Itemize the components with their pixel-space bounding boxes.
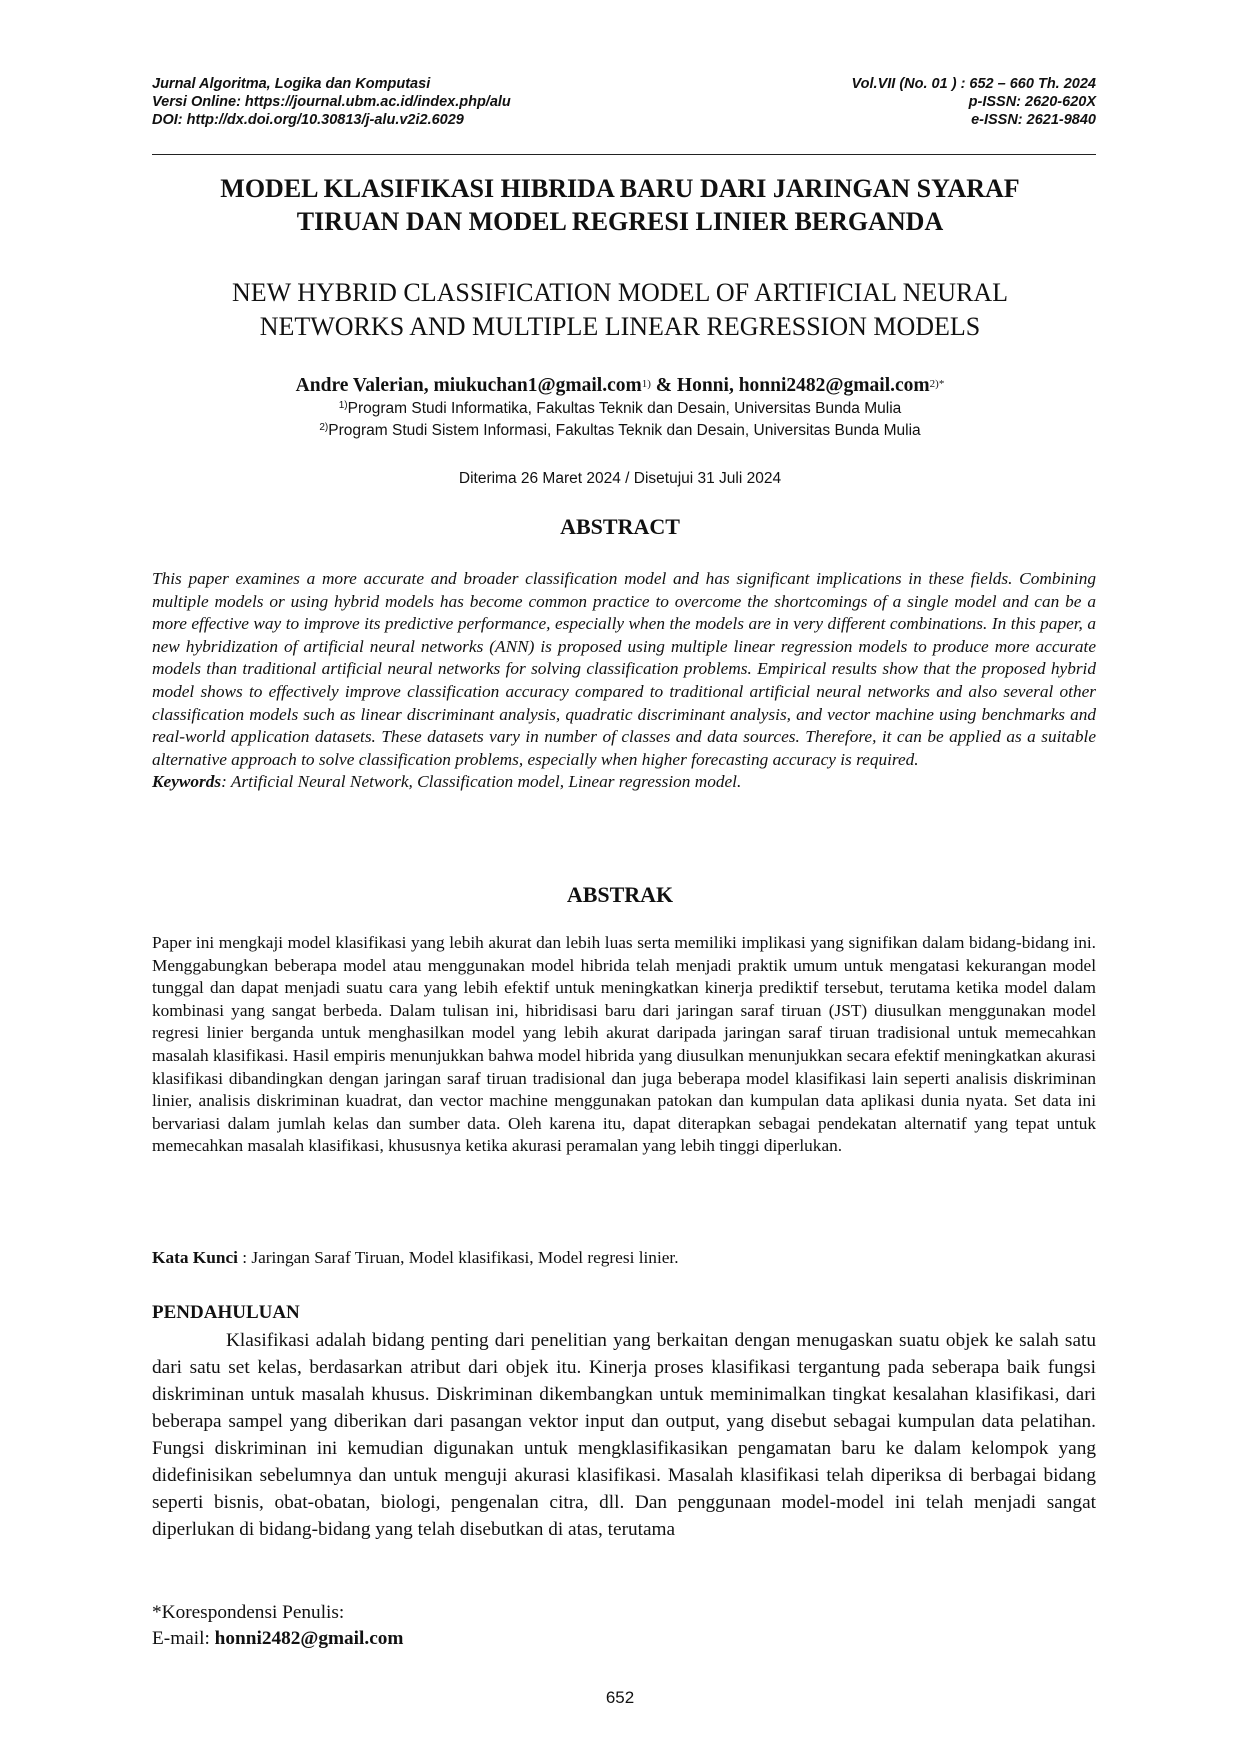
affiliation-2-mark: 2)	[319, 422, 329, 433]
abstrak-keywords	[152, 1247, 1096, 1269]
header-row-3	[152, 111, 1096, 129]
abstract-english	[152, 568, 1096, 794]
title-id-line-2: TIRUAN DAN MODEL REGRESI LINIER BERGANDA	[296, 207, 944, 236]
e-issn: e-ISSN: 2621-9840	[971, 112, 1096, 128]
author-2-affil-mark: 2)*	[929, 378, 945, 390]
introduction-heading: PENDAHULUAN	[152, 1302, 300, 1323]
correspondence-label: *Korespondensi Penulis:	[152, 1602, 345, 1623]
online-version: Versi Online: https://journal.ubm.ac.id/index.php/alu	[152, 94, 511, 110]
author-line	[150, 374, 1090, 398]
abstract-body: This paper examines a more accurate and broader classification model and has significant implications in these fields. Combining multiple models or using hybrid models has become common practice to overcome the shortcomings of a single model and can be a more effective way to improve its predictive performance, especially when the models are in very different combinations. In this paper, a new hybridization of artificial neural networks (ANN) is proposed using multiple linear regression models to produce more accurate models than traditional artificial neural networks for solving classification problems. Empirical results show that the proposed hybrid model shows to effectively improve classification accuracy compared to traditional artificial neural networks and also several other classification models such as linear discriminant analysis, quadratic discriminant analysis, and vector machine using benchmarks and real-world application datasets. These datasets vary in number of classes and data sources. Therefore, it can be applied as a suitable alternative approach to solve classification problems, especially when higher forecasting accuracy is required.	[152, 569, 1096, 769]
correspondence-email: honni2482@gmail.com	[214, 1628, 404, 1649]
keywords-label: Keywords	[152, 772, 222, 792]
title-english	[150, 276, 1090, 344]
doi: DOI: http://dx.doi.org/10.30813/j-alu.v2i2.6029	[152, 112, 464, 128]
kata-kunci-label: Kata Kunci	[152, 1248, 238, 1267]
author-2: Honni, honni2482@gmail.com	[676, 375, 930, 396]
p-issn: p-ISSN: 2620-620X	[968, 94, 1096, 110]
abstract-keywords	[152, 771, 1096, 794]
abstract-heading: ABSTRACT	[560, 514, 680, 539]
abstrak-body: Paper ini mengkaji model klasifikasi yang lebih akurat dan lebih luas serta memiliki implikasi yang signifikan dalam bidang-bidang ini. Menggabungkan beberapa model atau menggunakan model hibrida telah menjadi praktik umum untuk mengatasi kekurangan model tunggal dan dapat menjadi suatu cara yang lebih efektif untuk meningkatkan kinerja prediktif tersebut, terutama ketika model dalam kombinasi yang sangat berbeda. Dalam tulisan ini, hibridisasi baru dari jaringan saraf tiruan (JST) diusulkan menggunakan model regresi linier berganda untuk menghasilkan model yang lebih akurat daripada jaringan saraf tiruan tradisional untuk memecahkan masalah klasifikasi. Hasil empiris menunjukkan bahwa model hibrida yang diusulkan menunjukkan secara efektif meningkatkan akurasi klasifikasi dibandingkan dengan jaringan saraf tiruan tradisional dan juga beberapa model klasifikasi lain seperti analisis diskriminan linier, analisis diskriminan kuadrat, dan vector machine menggunakan patokan dan kumpulan data aplikasi dunia nyata. Set data ini bervariasi dalam jumlah kelas dan sumber data. Oleh karena itu, dapat diterapkan sebagai pendekatan alternatif yang tepat untuk memecahkan masalah klasifikasi, khususnya ketika akurasi peramalan yang lebih tinggi diperlukan.	[152, 933, 1096, 1156]
title-en-line-2: NETWORKS AND MULTIPLE LINEAR REGRESSION MODELS	[259, 312, 981, 341]
title-en-line-1: NEW HYBRID CLASSIFICATION MODEL OF ARTIFICIAL NEURAL	[231, 278, 1009, 307]
correspondence-note	[152, 1600, 403, 1652]
email-label: E-mail:	[152, 1628, 215, 1649]
journal-name: Jurnal Algoritma, Logika dan Komputasi	[152, 76, 431, 92]
header-row-1	[152, 75, 1096, 93]
title-indonesian	[150, 172, 1090, 238]
kata-kunci-text: : Jaringan Saraf Tiruan, Model klasifikasi, Model regresi linier.	[237, 1248, 679, 1267]
affiliation-2-text: Program Studi Sistem Informasi, Fakultas Teknik dan Desain, Universitas Bunda Mulia	[328, 422, 921, 439]
received-accepted-dates: Diterima 26 Maret 2024 / Disetujui 31 Juli 2024	[458, 470, 782, 487]
author-1: Andre Valerian, miukuchan1@gmail.com	[295, 375, 642, 396]
journal-header	[152, 75, 1096, 129]
affiliation-1	[150, 399, 1090, 419]
affiliation-1-mark: 1)	[338, 400, 348, 411]
author-joiner: &	[650, 375, 677, 396]
header-row-2	[152, 93, 1096, 111]
affiliation-1-text: Program Studi Informatika, Fakultas Teknik dan Desain, Universitas Bunda Mulia	[347, 400, 902, 417]
affiliation-2	[150, 421, 1090, 441]
keywords-text: : Artificial Neural Network, Classification model, Linear regression model.	[221, 772, 742, 792]
correspondence-email-line	[152, 1626, 403, 1652]
header-divider	[152, 154, 1096, 155]
page-number: 652	[605, 1688, 635, 1707]
introduction-body: Klasifikasi adalah bidang penting dari penelitian yang berkaitan dengan menugaskan suatu objek ke salah satu dari satu set kelas, berdasarkan atribut dari objek itu. Kinerja proses klasifikasi tergantung pada seberapa baik fungsi diskriminan untuk masalah khusus. Diskriminan dikembangkan untuk meminimalkan tingkat kesalahan klasifikasi, dari beberapa sampel yang diberikan dari pasangan vektor input dan output, yang disebut sebagai kumpulan data pelatihan. Fungsi diskriminan ini kemudian digunakan untuk mengklasifikasikan pengamatan baru ke dalam kelompok yang didefinisikan sebelumnya dan untuk menguji akurasi klasifikasi. Masalah klasifikasi telah diperiksa di berbagai bidang seperti bisnis, obat-obatan, biologi, pengenalan citra, dll. Dan penggunaan model-model ini telah menjadi sangat diperlukan di bidang-bidang yang telah disebutkan di atas, terutama	[152, 1330, 1096, 1540]
title-id-line-1: MODEL KLASIFIKASI HIBRIDA BARU DARI JARINGAN SYARAF	[220, 174, 1020, 203]
abstrak-heading: ABSTRAK	[566, 882, 674, 907]
author-1-affil-mark: 1)	[641, 378, 651, 390]
journal-volume: Vol.VII (No. 01 ) : 652 – 660 Th. 2024	[851, 76, 1096, 92]
